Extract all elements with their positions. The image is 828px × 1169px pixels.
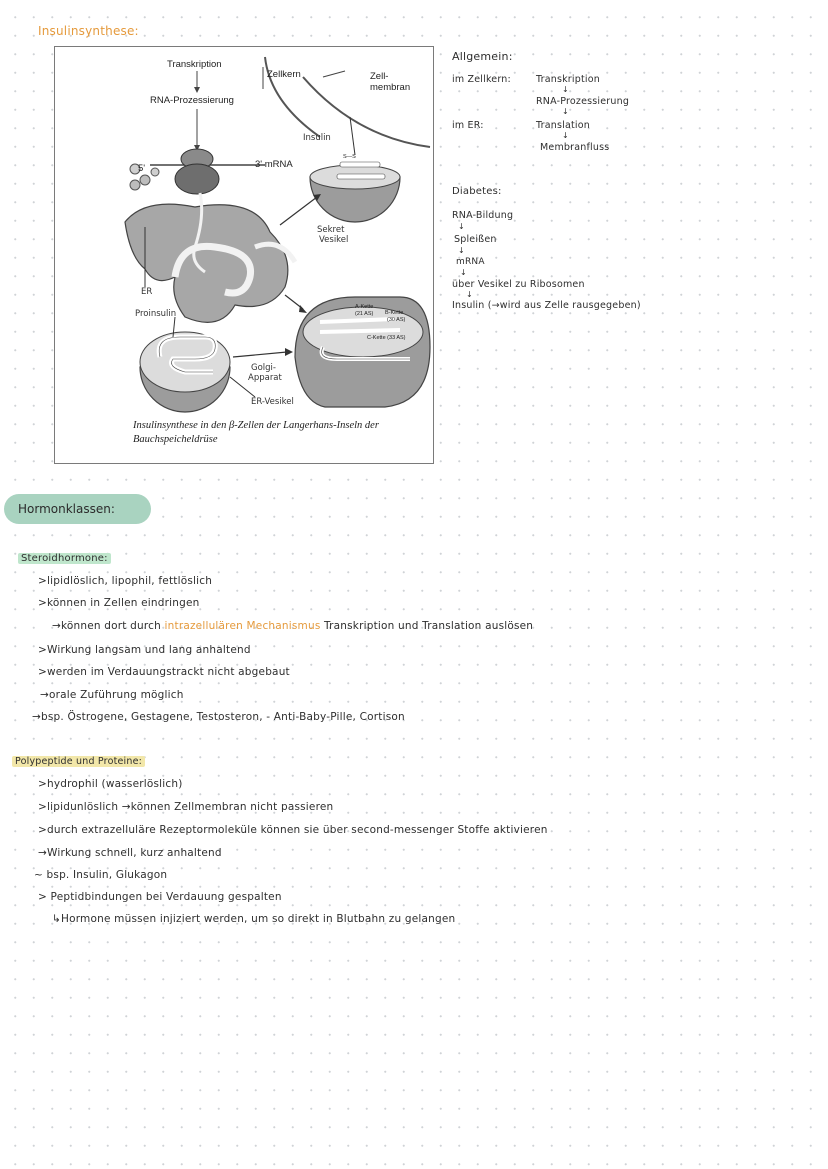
allgemein-er-label: im ER: xyxy=(452,120,484,131)
label-zellkern: Zellkern xyxy=(267,69,301,80)
allgemein-title: Allgemein: xyxy=(452,50,513,63)
label-er-vesikel: ER-Vesikel xyxy=(251,397,294,407)
steroid-heading-text: Steroidhormone: xyxy=(18,553,111,564)
label-five-prime: 5' xyxy=(138,163,146,174)
diabetes-title: Diabetes: xyxy=(452,186,502,197)
steroid-line-6: →orale Zuführung möglich xyxy=(40,689,184,701)
label-transkription: Transkription xyxy=(167,59,222,70)
polypeptide-heading xyxy=(12,756,145,767)
insulin-synthesis-figure xyxy=(54,46,434,464)
polypeptide-line-3: >durch extrazelluläre Rezeptormoleküle können sie über second-messenger Stoffe aktivieren xyxy=(38,824,548,836)
diabetes-arrow-1: ↓ xyxy=(458,222,465,231)
diabetes-arrow-2: ↓ xyxy=(458,246,465,255)
steroid-line-2: >können in Zellen eindringen xyxy=(38,597,200,609)
label-golgi-2: Apparat xyxy=(248,373,282,383)
diabetes-step-mrna: mRNA xyxy=(456,257,485,267)
steroid-line-3-pre: →können dort durch xyxy=(52,620,165,632)
label-b-kette-1: B-Kette xyxy=(385,310,404,316)
step-arrow-3: ↓ xyxy=(562,131,569,140)
polypeptide-line-7: ↳Hormone müssen injiziert werden, um so direkt in Blutbahn zu gelangen xyxy=(52,913,456,925)
polypeptide-line-5: ~ bsp. Insulin, Glukagon xyxy=(34,869,168,881)
figure-caption: Insulinsynthese in den β-Zellen der Langerhans-Inseln der Bauchspeicheldrüse xyxy=(133,420,379,445)
allgemein-zellkern-label: im Zellkern: xyxy=(452,74,511,85)
diabetes-step-insulin: Insulin (→wird aus Zelle rausgegeben) xyxy=(452,300,641,311)
label-proinsulin: Proinsulin xyxy=(135,309,177,319)
step-translation: Translation xyxy=(536,120,590,131)
step-membranfluss: Membranfluss xyxy=(540,142,610,153)
diabetes-step-spleissen: Spleißen xyxy=(454,234,497,245)
label-sekret-1: Sekret xyxy=(317,225,345,235)
diabetes-step-rna: RNA-Bildung xyxy=(452,210,514,221)
page-title: Insulinsynthese: xyxy=(38,24,139,38)
label-a-kette-2: (21 AS) xyxy=(355,311,374,317)
label-zellmembran-1: Zell- xyxy=(370,71,389,82)
label-insulin: Insulin xyxy=(303,133,331,143)
label-mrna: 3' mRNA xyxy=(255,159,293,170)
polypeptide-line-1: >hydrophil (wasserlöslich) xyxy=(38,778,183,790)
step-rna-prozessierung: RNA-Prozessierung xyxy=(536,96,630,107)
diabetes-arrow-4: ↓ xyxy=(466,290,473,299)
steroid-line-7: →bsp. Östrogene, Gestagene, Testosteron, - Anti-Baby-Pille, Cortison xyxy=(32,711,405,723)
label-b-kette-2: (30 AS) xyxy=(387,317,406,323)
steroid-line-3-highlight: intrazellulären Mechanismus xyxy=(164,620,321,632)
step-arrow-1: ↓ xyxy=(562,85,569,94)
er-body xyxy=(125,204,288,322)
label-zellmembran-2: membran xyxy=(370,82,411,93)
label-rna-processing: RNA-Prozessierung xyxy=(150,95,234,106)
polypeptide-line-2: >lipidunlöslich →können Zellmembran nicht passieren xyxy=(38,801,334,813)
polypeptide-line-4: →Wirkung schnell, kurz anhaltend xyxy=(38,847,222,859)
step-transkription: Transkription xyxy=(536,74,600,85)
figure-drawing xyxy=(55,47,433,463)
polypeptide-line-6: > Peptidbindungen bei Verdauung gespalten xyxy=(38,891,282,903)
label-disulfide: S—S xyxy=(343,154,356,160)
label-a-kette-1: A-Kette xyxy=(355,304,374,310)
diabetes-step-vesikel: über Vesikel zu Ribosomen xyxy=(452,279,585,290)
label-sekret-2: Vesikel xyxy=(319,235,349,245)
steroid-line-3-post: Transkription und Translation auslösen xyxy=(320,620,534,632)
step-arrow-2: ↓ xyxy=(562,107,569,116)
steroid-line-5: >werden im Verdauungstrackt nicht abgebaut xyxy=(38,666,290,678)
steroid-heading xyxy=(18,553,111,564)
hormonklassen-label: Hormonklassen: xyxy=(18,502,115,516)
steroid-line-1: >lipidlöslich, lipophil, fettlöslich xyxy=(38,575,213,587)
label-c-kette: C-Kette (33 AS) xyxy=(367,335,406,341)
steroid-line-4: >Wirkung langsam und lang anhaltend xyxy=(38,644,251,656)
hormonklassen-heading xyxy=(4,494,151,524)
diabetes-arrow-3: ↓ xyxy=(460,268,467,277)
label-er: ER xyxy=(141,287,153,297)
polypeptide-heading-text: Polypeptide und Proteine: xyxy=(12,756,145,767)
steroid-line-3 xyxy=(52,620,533,632)
label-golgi-1: Golgi- xyxy=(251,363,276,373)
